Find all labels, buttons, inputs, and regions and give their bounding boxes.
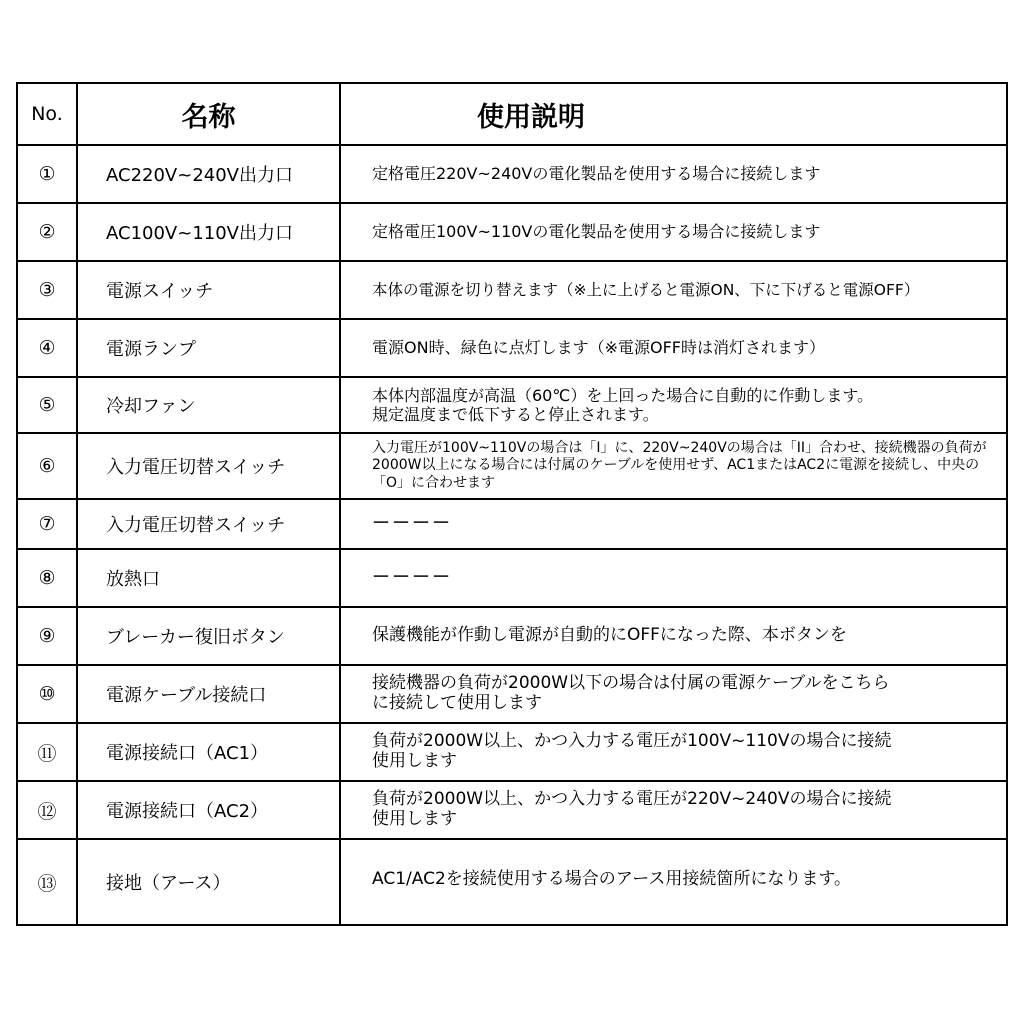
row-number: ⑤ <box>17 377 77 433</box>
row-name: AC100V~110V出力口 <box>77 203 340 261</box>
row-description: 定格電圧220V~240Vの電化製品を使用する場合に接続します <box>340 145 1007 203</box>
row-description: 本体の電源を切り替えます（※上に上げると電源ON、下に下げると電源OFF） <box>340 261 1007 319</box>
row-name: 電源スイッチ <box>77 261 340 319</box>
row-description: －－－－ <box>340 499 1007 549</box>
header-description: 使用説明 <box>340 83 1007 145</box>
spec-table <box>16 82 1008 926</box>
row-number: ⑨ <box>17 607 77 665</box>
row-number: ⑬ <box>17 839 77 925</box>
row-description: 負荷が2000W以上、かつ入力する電圧が220V~240Vの場合に接続 使用します <box>340 781 1007 839</box>
row-name: ブレーカー復旧ボタン <box>77 607 340 665</box>
row-name: 冷却ファン <box>77 377 340 433</box>
row-description: 負荷が2000W以上、かつ入力する電圧が100V~110Vの場合に接続 使用します <box>340 723 1007 781</box>
table-row <box>17 145 1007 203</box>
row-description: 入力電圧が100V~110Vの場合は「I」に、220V~240Vの場合は「II」合わせ、接続機器の負荷が2000W以上になる場合には付属のケーブルを使用せず、AC1またはAC2に電源を接続し、中央の「O」に合わせます <box>340 433 1007 499</box>
row-number: ③ <box>17 261 77 319</box>
row-name: 放熱口 <box>77 549 340 607</box>
table-row <box>17 203 1007 261</box>
table-row <box>17 319 1007 377</box>
row-description: 電源ON時、緑色に点灯します（※電源OFF時は消灯されます） <box>340 319 1007 377</box>
row-name: 電源ランプ <box>77 319 340 377</box>
row-number: ④ <box>17 319 77 377</box>
row-number: ① <box>17 145 77 203</box>
row-description: －－－－ <box>340 549 1007 607</box>
table-row <box>17 665 1007 723</box>
table-row <box>17 839 1007 925</box>
row-number: ⑩ <box>17 665 77 723</box>
table-header-row <box>17 83 1007 145</box>
row-number: ⑦ <box>17 499 77 549</box>
row-description: 保護機能が作動し電源が自動的にOFFになった際、本ボタンを <box>340 607 1007 665</box>
table-row <box>17 433 1007 499</box>
row-number: ⑫ <box>17 781 77 839</box>
row-name: 電源接続口（AC2） <box>77 781 340 839</box>
row-name: 入力電圧切替スイッチ <box>77 499 340 549</box>
row-name: 接地（アース） <box>77 839 340 925</box>
row-number: ⑧ <box>17 549 77 607</box>
row-name: 電源ケーブル接続口 <box>77 665 340 723</box>
header-no: No. <box>17 83 77 145</box>
row-number: ⑪ <box>17 723 77 781</box>
row-name: 入力電圧切替スイッチ <box>77 433 340 499</box>
row-name: AC220V~240V出力口 <box>77 145 340 203</box>
row-description: 定格電圧100V~110Vの電化製品を使用する場合に接続します <box>340 203 1007 261</box>
table-row <box>17 781 1007 839</box>
table-row <box>17 377 1007 433</box>
table-row <box>17 607 1007 665</box>
table-row <box>17 261 1007 319</box>
table-row <box>17 499 1007 549</box>
row-name: 電源接続口（AC1） <box>77 723 340 781</box>
row-description: 接続機器の負荷が2000W以下の場合は付属の電源ケーブルをこちら に接続して使用します <box>340 665 1007 723</box>
row-number: ② <box>17 203 77 261</box>
header-name: 名称 <box>77 83 340 145</box>
row-description: AC1/AC2を接続使用する場合のアース用接続箇所になります。 <box>340 839 1007 925</box>
table-row <box>17 723 1007 781</box>
table-row <box>17 549 1007 607</box>
row-description: 本体内部温度が高温（60℃）を上回った場合に自動的に作動します。 規定温度まで低下すると停止されます。 <box>340 377 1007 433</box>
row-number: ⑥ <box>17 433 77 499</box>
